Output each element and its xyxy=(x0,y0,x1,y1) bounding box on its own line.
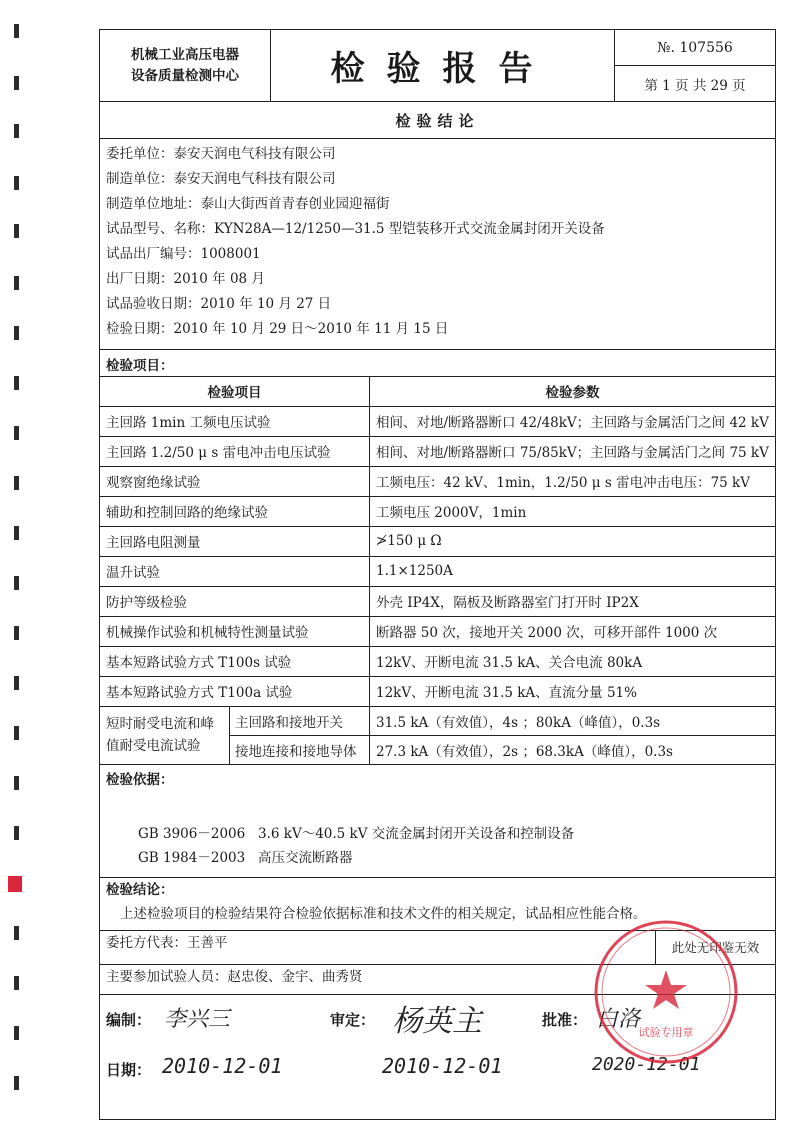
approved-label: 批准： xyxy=(542,1011,588,1029)
basis-desc: 3.6 kV～40.5 kV 交流金属封闭开关设备和控制设备 xyxy=(258,826,575,842)
info-manufacturer: 制造单位：泰安天润电气科技有限公司 xyxy=(106,171,336,187)
table-row-item: 观察窗绝缘试验 xyxy=(106,475,201,491)
participants: 主要参加试验人员：赵忠俊、金宇、曲秀贤 xyxy=(106,969,363,985)
table-row-param: 外壳 IP4X，隔板及断路器室门打开时 IP2X xyxy=(376,595,639,611)
table-row-param: 工频电压：42 kV、1min，1.2/50 μ s 雷电冲击电压：75 kV xyxy=(376,475,750,491)
conclusion-text: 上述检验项目的检验结果符合检验依据标准和技术文件的相关规定，试品相应性能合格。 xyxy=(120,906,647,922)
table-subrow-item: 接地连接和接地导体 xyxy=(235,743,357,760)
org-line-1: 机械工业高压电器 xyxy=(131,46,239,63)
table-subrow-param: 31.5 kA（有效值），4s ；80kA（峰值），0.3s xyxy=(376,714,661,731)
issuing-organization xyxy=(100,30,270,101)
table-row-param: 12kV、开断电流 31.5 kA、直流分量 51% xyxy=(376,685,637,701)
reviewed-date: 2010-12-01 xyxy=(382,1054,503,1078)
table-subrow-param: 27.3 kA（有效值），2s ；68.3kA（峰值），0.3s xyxy=(376,743,673,760)
table-row-item: 机械操作试验和机械特性测量试验 xyxy=(106,625,309,641)
table-row-item: 基本短路试验方式 T100a 试验 xyxy=(106,685,293,701)
table-header-item: 检验项目 xyxy=(207,385,262,401)
table-row-item: 主回路 1min 工频电压试验 xyxy=(106,415,271,431)
reviewed-label: 审定： xyxy=(330,1011,376,1029)
compiled-signature: 李兴三 xyxy=(164,1007,231,1032)
table-subrow-item: 主回路和接地开关 xyxy=(235,714,343,731)
table-row-param: 断路器 50 次，接地开关 2000 次，可移开部件 1000 次 xyxy=(376,625,718,641)
table-row-item: 辅助和控制回路的绝缘试验 xyxy=(106,505,268,521)
inspection-seal-stamp xyxy=(592,918,740,1066)
basis-code: GB 1984－2003 xyxy=(138,850,246,866)
date-label: 日期： xyxy=(106,1061,152,1079)
stamp-note: 此处无印鉴无效 xyxy=(671,940,760,955)
approved-date: 2020-12-01 xyxy=(592,1054,701,1075)
table-row-item: 主回路电阻测量 xyxy=(106,535,201,551)
report-number: №. 107556 xyxy=(657,39,733,56)
items-label: 检验项目： xyxy=(106,358,174,374)
report-title: 检验报告 xyxy=(330,49,555,89)
org-line-2: 设备质量检测中心 xyxy=(131,67,239,84)
compiled-label: 编制： xyxy=(106,1011,152,1029)
table-row-item: 温升试验 xyxy=(106,565,160,581)
table-row-param: 工频电压 2000V，1min xyxy=(376,505,527,521)
basis-label: 检验依据： xyxy=(106,772,174,788)
table-row-param: 1.1×1250A xyxy=(376,563,453,579)
info-production-date: 出厂日期：2010 年 08 月 xyxy=(106,271,265,287)
table-header-params: 检验参数 xyxy=(545,385,600,401)
table-row-item-short-time: 短时耐受电流和峰 值耐受电流试验 xyxy=(106,716,214,754)
table-row-param: 12kV、开断电流 31.5 kA、关合电流 80kA xyxy=(376,655,643,671)
table-row-item: 防护等级检验 xyxy=(106,595,187,611)
info-client: 委托单位：泰安天润电气科技有限公司 xyxy=(106,146,336,162)
svg-text:试验专用章: 试验专用章 xyxy=(638,1026,694,1039)
table-row-param: ≯150 μ Ω xyxy=(376,533,442,549)
info-test-date: 检验日期：2010 年 10 月 29 日～2010 年 11 月 15 日 xyxy=(106,321,449,337)
basis-code: GB 3906－2006 xyxy=(138,826,246,842)
page-info: 第 1 页 共 29 页 xyxy=(644,77,746,94)
info-sample-model: 试品型号、名称：KYN28A—12/1250—31.5 型铠装移开式交流金属封闭开关设备 xyxy=(106,221,605,237)
compiled-date: 2010-12-01 xyxy=(162,1054,283,1078)
table-row-param: 相间、对地/断路器断口 75/85kV；主回路与金属活门之间 75 kV xyxy=(376,445,769,461)
section-title: 检验结论 xyxy=(395,111,480,130)
reviewed-signature: 杨英主 xyxy=(392,1004,482,1039)
table-row-item: 基本短路试验方式 T100s 试验 xyxy=(106,655,292,671)
client-representative: 委托方代表：王善平 xyxy=(106,935,228,951)
basis-desc: 高压交流断路器 xyxy=(258,850,353,866)
table-row-param: 相间、对地/断路器断口 42/48kV；主回路与金属活门之间 42 kV xyxy=(376,415,769,431)
approved-signature: 白洛 xyxy=(596,1007,641,1032)
table-row-item: 主回路 1.2/50 μ s 雷电冲击电压试验 xyxy=(106,445,331,461)
conclusion-label: 检验结论： xyxy=(106,882,174,898)
info-acceptance-date: 试品验收日期：2010 年 10 月 27 日 xyxy=(106,296,332,312)
info-manufacturer-address: 制造单位地址：泰山大街西首青春创业园迎福街 xyxy=(106,196,390,212)
info-serial-number: 试品出厂编号：1008001 xyxy=(106,246,261,262)
